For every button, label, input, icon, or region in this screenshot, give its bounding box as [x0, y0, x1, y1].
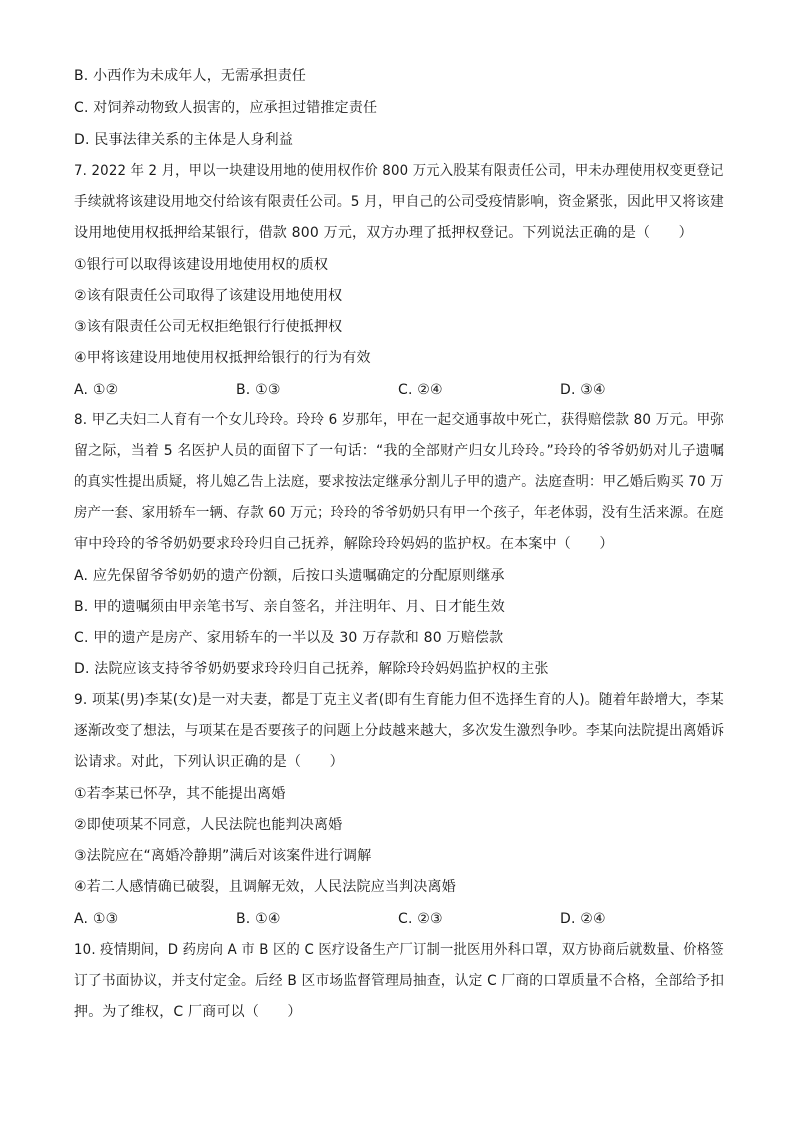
q8-stem-line-5: 审中玲玲的爷爷奶奶要求玲玲归自己抚养，解除玲玲妈妈的监护权。在本案中（ ）	[74, 536, 614, 552]
q10-stem-line-3: 押。为了维权，C 厂商可以（ ）	[74, 1004, 302, 1020]
q9-stem-line-3: 讼请求。对此，下列认识正确的是（ ）	[74, 754, 344, 770]
q9-option-a: A. ①③	[74, 911, 119, 927]
q7-stem-line-2: 手续就将该建设用地交付给该有限责任公司。5 月，甲自己的公司受疫情影响，资金紧张，因此甲又将该建	[74, 194, 724, 210]
q10-stem-line-1: 10. 疫情期间，D 药房向 A 市 B 区的 C 医疗设备生产厂订制一批医用外科口罩，双方协商后就数量、价格签	[74, 942, 724, 958]
q8-stem-line-3: 的真实性提出质疑，将儿媳乙告上法庭，要求按法定继承分割儿子甲的遗产。法庭查明：甲乙婚后购买 70 万	[74, 474, 724, 490]
q9-statement-4: ④若二人感情确已破裂，且调解无效，人民法院应当判决离婚	[74, 879, 456, 895]
q6-option-c: C. 对饲养动物致人损害的，应承担过错推定责任	[74, 100, 378, 116]
q6-option-d: D. 民事法律关系的主体是人身利益	[74, 132, 294, 148]
q9-statement-2: ②即使项某不同意，人民法院也能判决离婚	[74, 817, 343, 833]
q9-option-d: D. ②④	[560, 911, 606, 927]
q8-stem-line-2: 留之际，当着 5 名医护人员的面留下了一句话：“我的全部财产归女儿玲玲。”玲玲的爷爷奶奶对儿子遗嘱	[74, 443, 725, 459]
q8-option-c: C. 甲的遗产是房产、家用轿车的一半以及 30 万存款和 80 万赔偿款	[74, 630, 504, 646]
q7-statement-2: ②该有限责任公司取得了该建设用地使用权	[74, 288, 343, 304]
q8-stem-line-1: 8. 甲乙夫妇二人育有一个女儿玲玲。玲玲 6 岁那年，甲在一起交通事故中死亡，获得赔偿款 80 万元。甲弥	[74, 412, 724, 428]
q8-option-a: A. 应先保留爷爷奶奶的遗产份额，后按口头遗嘱确定的分配原则继承	[74, 568, 505, 584]
q9-option-c: C. ②③	[398, 911, 443, 927]
q7-stem-line-1: 7. 2022 年 2 月，甲以一块建设用地的使用权作价 800 万元入股某有限责任公司，甲未办理使用权变更登记	[74, 163, 724, 179]
q9-option-b: B. ①④	[236, 911, 281, 927]
q7-option-c: C. ②④	[398, 382, 443, 398]
q8-option-d: D. 法院应该支持爷爷奶奶要求玲玲归自己抚养，解除玲玲妈妈监护权的主张	[74, 661, 549, 677]
q9-stem-line-1: 9. 项某(男)李某(女)是一对夫妻，都是丁克主义者(即有生育能力但不选择生育的人)。随着年龄增大，李某	[74, 692, 724, 708]
q7-option-a: A. ①②	[74, 382, 119, 398]
q7-statement-4: ④甲将该建设用地使用权抵押给银行的行为有效	[74, 350, 371, 366]
q9-statement-3: ③法院应在“离婚冷静期”满后对该案件进行调解	[74, 848, 372, 864]
q8-option-b: B. 甲的遗嘱须由甲亲笔书写、亲自签名，并注明年、月、日才能生效	[74, 599, 505, 615]
q6-option-b: B. 小西作为未成年人，无需承担责任	[74, 68, 307, 84]
q10-stem-line-2: 订了书面协议，并支付定金。后经 B 区市场监督管理局抽查，认定 C 厂商的口罩质量不合格，全部给予扣	[74, 973, 725, 989]
q9-statement-1: ①若李某已怀孕，其不能提出离婚	[74, 786, 286, 802]
q9-stem-line-2: 逐渐改变了想法，与项某在是否要孩子的问题上分歧越来越大，多次发生激烈争吵。李某向法院提出离婚诉	[74, 723, 725, 739]
q7-option-d: D. ③④	[560, 382, 606, 398]
q7-statement-3: ③该有限责任公司无权拒绝银行行使抵押权	[74, 319, 343, 335]
q8-stem-line-4: 房产一套、家用轿车一辆、存款 60 万元；玲玲的爷爷奶奶只有甲一个孩子，年老体弱，没有生活来源。在庭	[74, 505, 724, 521]
q7-stem-line-3: 设用地使用权抵押给某银行，借款 800 万元，双方办理了抵押权登记。下列说法正确的是（ ）	[74, 225, 693, 241]
q7-option-b: B. ①③	[236, 382, 281, 398]
q7-statement-1: ①银行可以取得该建设用地使用权的质权	[74, 257, 329, 273]
